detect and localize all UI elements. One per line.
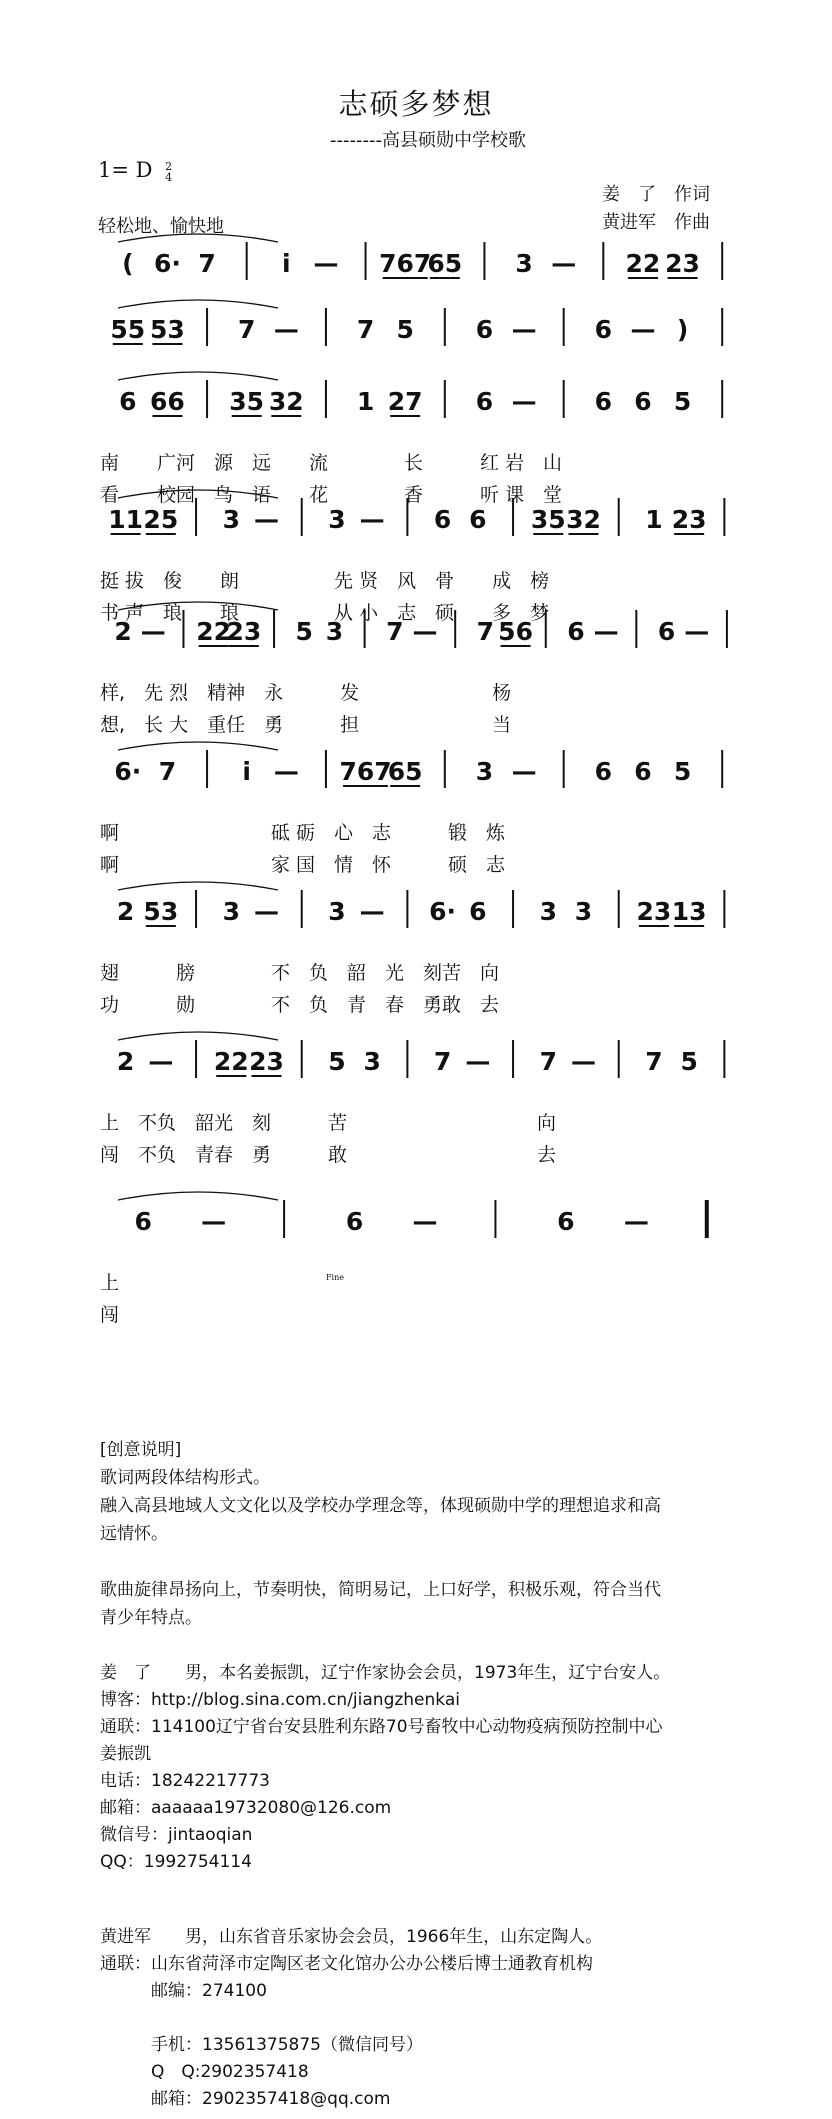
info-line: 手机：13561375875（微信同号） xyxy=(100,2035,423,2055)
lyric-line: 想, 长 大 重任 勇 担 当 xyxy=(100,714,512,736)
score-note: 2 xyxy=(116,1047,135,1076)
info-line: 姜 了 男，本名姜振凯，辽宁作家协会会员，1973年生，辽宁台安人。 xyxy=(100,1663,671,1683)
score-note: 23 xyxy=(671,505,707,534)
slur xyxy=(118,1192,278,1200)
score-note: i xyxy=(242,757,251,786)
score-note: 6 xyxy=(475,315,494,344)
score-note: 6 xyxy=(119,387,137,416)
info-line: 邮箱：aaaaaa19732080@126.com xyxy=(100,1798,392,1818)
score-note: — xyxy=(412,617,438,646)
score-note: 6 xyxy=(134,1207,152,1236)
tempo-marking: 轻松地、愉快地 xyxy=(98,216,224,237)
lyric-line: 啊 砥 砺 心 志 锻 炼 xyxy=(100,822,506,844)
lyric-line: 上 不负 韶光 刻 苦 向 xyxy=(100,1112,557,1134)
slur xyxy=(118,1032,278,1040)
score-note: 6· xyxy=(429,897,457,926)
score-note: 6 xyxy=(594,315,613,344)
lyric-line: 闯 不负 青春 勇 敢 去 xyxy=(100,1144,557,1166)
score-note: 3 xyxy=(328,897,346,926)
score-note: 66 xyxy=(150,387,185,416)
score-note: 7 xyxy=(476,617,495,646)
score-note: 3 xyxy=(222,505,240,534)
score-note: 6 xyxy=(469,897,487,926)
score-note: 7 xyxy=(356,315,375,344)
score-note: 5 xyxy=(680,1047,698,1076)
score-note: 11 xyxy=(108,505,144,534)
score-note: 7 xyxy=(539,1047,557,1076)
lyric-line: 翅 膀 不 负 韶 光 刻苦 向 xyxy=(100,962,500,984)
info-line: 通联：114100辽宁省台安县胜利东路70号畜牧中心动物疫病预防控制中心 xyxy=(100,1717,663,1737)
time-bottom: 4 xyxy=(165,170,173,184)
score-note: — xyxy=(254,897,279,926)
song-subtitle: --------高县硕勋中学校歌 xyxy=(330,130,526,151)
slur xyxy=(118,300,278,308)
info-line: QQ：1992754114 xyxy=(100,1852,252,1872)
score-note: 32 xyxy=(268,387,304,416)
score-note: 7 xyxy=(158,757,177,786)
slur xyxy=(118,372,278,380)
score-note: 22 xyxy=(625,249,661,278)
score-note: 22 xyxy=(196,617,232,646)
score-note: 1 xyxy=(356,387,375,416)
score-note: 5 xyxy=(396,315,414,344)
score-note: 25 xyxy=(143,505,179,534)
score-note: 53 xyxy=(150,315,185,344)
score-note: 6· xyxy=(114,757,142,786)
score-note: 13 xyxy=(671,897,707,926)
score-note: 2 xyxy=(116,897,135,926)
info-line: 通联：山东省菏泽市定陶区老文化馆办公办公楼后博士通教育机构 xyxy=(100,1954,593,1974)
score-note: — xyxy=(511,315,537,344)
notes-heading: [创意说明] xyxy=(100,1440,182,1460)
slur xyxy=(118,882,278,890)
score-note: — xyxy=(273,757,299,786)
info-line: Q Q:2902357418 xyxy=(100,2062,309,2082)
score-note: 6 xyxy=(475,387,494,416)
score-note: 3 xyxy=(222,897,240,926)
time-top: 2 xyxy=(165,159,173,173)
score-note: 6 xyxy=(433,505,452,534)
score-note: 6 xyxy=(634,757,652,786)
score-note: 6 xyxy=(657,617,676,646)
key-label: 1= D xyxy=(98,158,153,182)
lyric-line: 看 校园 鸟 语 花 香 听 课 堂 xyxy=(100,484,563,506)
score-note: 23 xyxy=(249,1047,284,1076)
score-note: 22 xyxy=(213,1047,249,1076)
score-note: 6 xyxy=(469,505,487,534)
song-title: 志硕多梦想 xyxy=(338,87,494,121)
score-note: — xyxy=(359,505,385,534)
info-line: 电话：18242217773 xyxy=(100,1771,270,1791)
lyric-line: 挺 拔 俊 朗 先 贤 风 骨 成 榜 xyxy=(100,570,550,592)
score-note: — xyxy=(140,617,166,646)
score-note: i xyxy=(282,249,291,278)
score-note: 5 xyxy=(673,757,692,786)
score-note: — xyxy=(511,757,537,786)
lyric-line: 南 广河 源 远 流 长 红 岩 山 xyxy=(100,452,563,474)
score-note: 3 xyxy=(328,505,346,534)
score-note: 35 xyxy=(229,387,265,416)
score-note: 5 xyxy=(295,617,313,646)
score-note: 6 xyxy=(594,387,613,416)
score-note: 23 xyxy=(226,617,262,646)
lyricist-credit: 姜 了 作词 xyxy=(602,184,710,205)
score-note: ) xyxy=(676,315,689,344)
lyric-line: 书 声 琅 琅 从 小 志 硕 多 梦 xyxy=(100,602,550,624)
info-line: 黄进军 男，山东省音乐家协会会员，1966年生，山东定陶人。 xyxy=(100,1927,603,1947)
score-note: — xyxy=(684,617,710,646)
slur xyxy=(118,742,278,750)
score-note: 6 xyxy=(567,617,585,646)
score-note: 7 xyxy=(433,1047,452,1076)
score-note: — xyxy=(313,249,339,278)
fine-label: Fine xyxy=(326,1273,344,1282)
notes-line: 远情怀。 xyxy=(100,1524,168,1544)
score-note: 6 xyxy=(634,387,652,416)
score-note: — xyxy=(359,897,385,926)
notes-line: 融入高县地域人文文化以及学校办学理念等，体现硕勋中学的理想追求和高 xyxy=(100,1496,661,1516)
score-note: — xyxy=(630,315,656,344)
score-note: — xyxy=(148,1047,174,1076)
lyric-line: 样, 先 烈 精神 永 发 杨 xyxy=(100,682,512,704)
score-note: 3 xyxy=(363,1047,381,1076)
score-note: 7 xyxy=(386,617,404,646)
info-line: 博客：http://blog.sina.com.cn/jiangzhenkai xyxy=(100,1690,460,1710)
score-note: 56 xyxy=(498,617,533,646)
score-note: 3 xyxy=(539,897,557,926)
score-note: 23 xyxy=(665,249,700,278)
score-note: 3 xyxy=(325,617,344,646)
score-note: — xyxy=(412,1207,438,1236)
score-note: 7 xyxy=(198,249,216,278)
lyric-line: 上 xyxy=(100,1272,120,1294)
score-note: 53 xyxy=(143,897,179,926)
score-note: — xyxy=(254,505,279,534)
score-note: 32 xyxy=(566,505,601,534)
score-note: — xyxy=(465,1047,491,1076)
notes-line: 歌曲旋律昂扬向上，节奏明快，简明易记，上口好学，积极乐观，符合当代 xyxy=(100,1580,661,1600)
score-note: 5 xyxy=(328,1047,346,1076)
score-note: — xyxy=(511,387,537,416)
notes-line: 歌词两段体结构形式。 xyxy=(100,1468,270,1488)
score-note: 6 xyxy=(594,757,613,786)
lyric-line: 闯 xyxy=(100,1304,120,1326)
score-note: 65 xyxy=(387,757,423,786)
score-note: 6· xyxy=(153,249,181,278)
slur xyxy=(118,234,278,242)
score-note: 6 xyxy=(345,1207,364,1236)
score-note: — xyxy=(623,1207,649,1236)
lyric-line: 啊 家 国 情 怀 硕 志 xyxy=(100,854,506,876)
score-note: 3 xyxy=(574,897,593,926)
score-note: 7 xyxy=(237,315,256,344)
score-note: 3 xyxy=(475,757,494,786)
score-note: 5 xyxy=(673,387,692,416)
lyric-line: 功 勋 不 负 青 春 勇敢 去 xyxy=(100,994,500,1016)
info-line: 微信号：jintaoqian xyxy=(100,1825,253,1845)
score-note: — xyxy=(551,249,577,278)
score-note: — xyxy=(273,315,299,344)
score-note: 35 xyxy=(530,505,566,534)
info-line: 邮编：274100 xyxy=(100,1981,267,2001)
score-note: 7 xyxy=(645,1047,663,1076)
score-note: 2 xyxy=(114,617,132,646)
notes-line: 青少年特点。 xyxy=(100,1608,202,1628)
score-note: 3 xyxy=(515,249,533,278)
composer-credit: 黄进军 作曲 xyxy=(602,212,710,233)
score-note: 55 xyxy=(110,315,146,344)
score-note: 767 xyxy=(339,757,392,786)
info-line: 邮箱：2902357418@qq.com xyxy=(100,2089,391,2109)
score-note: 767 xyxy=(379,249,432,278)
score-note: 27 xyxy=(387,387,423,416)
score-note: — xyxy=(593,617,619,646)
score-note: 23 xyxy=(636,897,672,926)
score-note: 1 xyxy=(645,505,663,534)
score-note: — xyxy=(571,1047,596,1076)
score-note: 6 xyxy=(557,1207,575,1236)
info-line: 姜振凯 xyxy=(100,1744,151,1764)
score-note: 65 xyxy=(427,249,463,278)
score-note: ( xyxy=(122,249,134,278)
score-note: — xyxy=(201,1207,227,1236)
